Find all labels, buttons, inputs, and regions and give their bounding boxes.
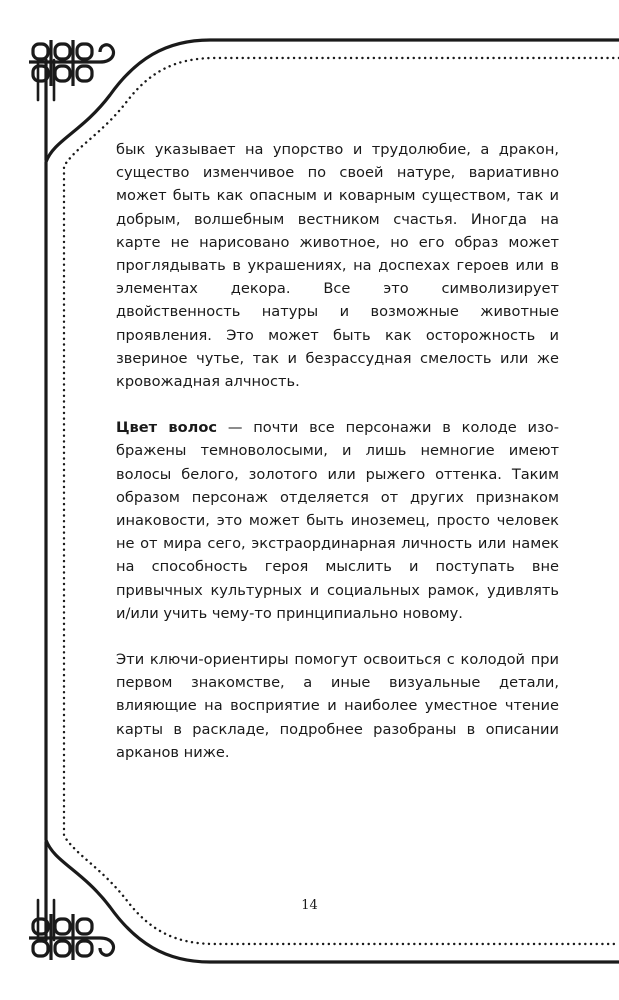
- body-text: [116, 138, 559, 764]
- paragraph-text: Эти ключи-ориентиры помогут освоиться с колодой при первом знакомстве, а иные визуальные детали, влияющие на восприятие и наиболее уместное чтение карты в раскладе, подробнее разобраны в описании арканов ниже.: [116, 651, 559, 761]
- paragraph-hair-color: [116, 416, 559, 625]
- paragraph-text: бык указывает на упорство и трудолюбие, а дракон, существо изменчивое по своей натуре, вариативно может быть как опасным и коварным существом, так и добрым, волшебным вестником счастья. Иногда на карте не нарисовано животное, но его образ может проглядывать в украшениях, на доспехах героев или в элементах декора. Все это символизирует двойственность натуры и возможные животные проявления. Это может быть как осторожность и звериное чутье, так и безрассудная смелость или же кровожадная алчность.: [116, 141, 559, 391]
- knot-ornament-top-icon: [29, 40, 114, 86]
- paragraph-text: — почти все персонажи в колоде изображены темноволосыми, и лишь немногие имеют волосы белого, золотого или рыжего оттенка. Таким образом персонаж отделяется от других признаком инаковости, это может быть иноземец, просто человек не от мира сего, экстраординарная личность или намек на способность героя мыслить и поступать вне привычных культурных и социальных рамок, удивлять и/или учить чему-то принципиально новому.: [116, 419, 559, 622]
- knot-ornament-bottom-icon: [29, 914, 114, 960]
- term-hair-color: Цвет волос: [116, 419, 218, 437]
- paragraph-animal-symbols: [116, 138, 559, 393]
- paragraph-conclusion: [116, 648, 559, 764]
- page-number: 14: [301, 898, 318, 913]
